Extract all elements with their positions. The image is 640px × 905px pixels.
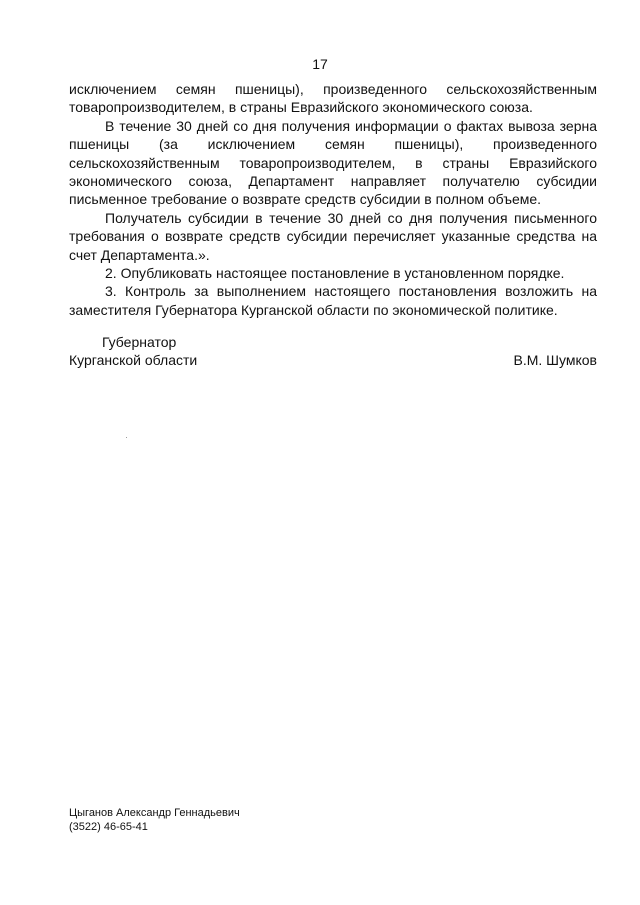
scan-speck (126, 437, 127, 438)
executor-phone: (3522) 46-65-41 (69, 821, 148, 833)
document-body (69, 80, 597, 319)
paragraph-export-notice: В течение 30 дней со дня получения информации о фактах вывоза зерна пшеницы (за исключением семян пшеницы), произведенного сельскохозяйственным товаропроизводителем, в страны Евразийского экономического союза, Департамент направляет получателю субсидии письменное требование о возврате средств субсидии в полном объеме. (69, 117, 597, 208)
signatory-title-line2: Курганской области (69, 352, 198, 369)
signatory-name: В.М. Шумков (513, 352, 597, 369)
signature-block (69, 333, 597, 370)
signatory-title-line1: Губернатор (102, 334, 177, 350)
executor-name: Цыганов Александр Геннадьевич (69, 807, 240, 819)
signature-row (69, 351, 597, 369)
paragraph-control: 3. Контроль за выполнением настоящего постановления возложить на заместителя Губернатора Курганской области по экономической политике. (69, 283, 597, 318)
paragraph-refund: Получатель субсидии в течение 30 дней со дня получения письменного требования о возврате средств субсидии перечисляет указанные средства на счет Департамента.». (69, 209, 597, 263)
paragraph-publish: 2. Опубликовать настоящее постановление в установленном порядке. (105, 265, 565, 282)
paragraph-continuation: исключением семян пшеницы), произведенного сельскохозяйственным товаропроизводителем, в страны Евразийского экономического союза. (69, 81, 597, 116)
executor-block (69, 806, 240, 834)
page-number: 17 (312, 56, 328, 72)
